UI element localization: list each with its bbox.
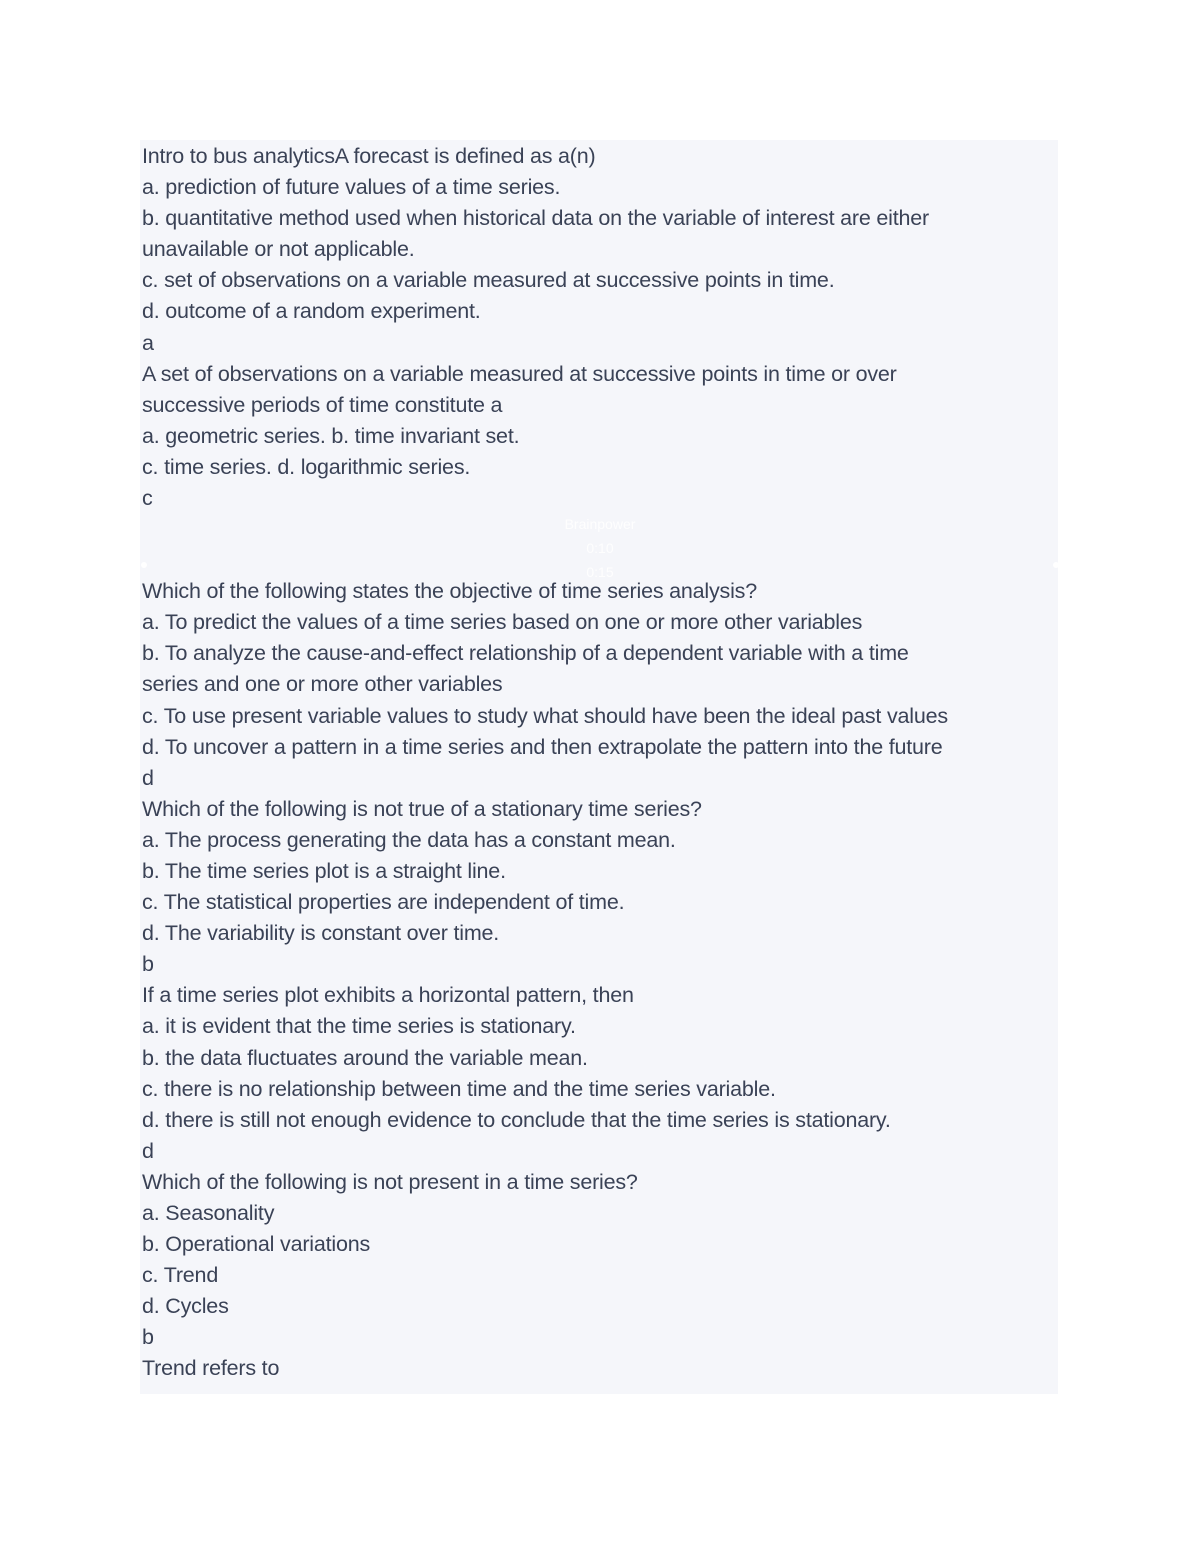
text-line: unavailable or not applicable. bbox=[142, 237, 415, 262]
text-line: c. there is no relationship between time and the time series variable. bbox=[142, 1076, 776, 1101]
text-line: a. geometric series. b. time invariant set. bbox=[142, 423, 520, 448]
watermark-time: 0:10 bbox=[586, 540, 614, 556]
text-line: successive periods of time constitute a bbox=[142, 392, 503, 417]
text-line: a. To predict the values of a time series based on one or more other variables bbox=[142, 610, 863, 635]
text-line: d. outcome of a random experiment. bbox=[142, 299, 481, 324]
text-line: Which of the following states the objective of time series analysis? bbox=[142, 579, 757, 604]
text-line: Trend refers to bbox=[142, 1356, 280, 1381]
text-line: c. The statistical properties are independent of time. bbox=[142, 890, 625, 915]
text-line: b. the data fluctuates around the variable mean. bbox=[142, 1045, 588, 1070]
text-line: b. To analyze the cause-and-effect relationship of a dependent variable with a time bbox=[142, 641, 909, 666]
text-line: d. there is still not enough evidence to conclude that the time series is stationary. bbox=[142, 1107, 891, 1132]
text-line: c. To use present variable values to study what should have been the ideal past values bbox=[142, 703, 948, 728]
text-line: Which of the following is not present in a time series? bbox=[142, 1169, 638, 1194]
watermark-title: Brainpower bbox=[564, 516, 636, 532]
text-line: c. Trend bbox=[142, 1263, 219, 1288]
document-text bbox=[142, 141, 1052, 1385]
watermark bbox=[540, 512, 660, 584]
answer-line: b bbox=[142, 952, 154, 977]
answer-line: a bbox=[142, 330, 154, 355]
text-line: a. it is evident that the time series is stationary. bbox=[142, 1014, 576, 1039]
text-line: a. Seasonality bbox=[142, 1201, 275, 1225]
divider-dot-right bbox=[1053, 562, 1059, 568]
answer-line: c bbox=[142, 486, 153, 511]
text-line: b. The time series plot is a straight line. bbox=[142, 858, 506, 883]
text-line: d. The variability is constant over time. bbox=[142, 921, 500, 946]
text-line: Intro to bus analyticsA forecast is defined as a(n) bbox=[142, 144, 596, 168]
text-line: d. Cycles bbox=[142, 1294, 229, 1319]
answer-line: b bbox=[142, 1325, 154, 1350]
text-line: If a time series plot exhibits a horizontal pattern, then bbox=[142, 983, 634, 1008]
text-line: a. The process generating the data has a constant mean. bbox=[142, 827, 676, 852]
text-line: c. time series. d. logarithmic series. bbox=[142, 454, 471, 479]
answer-line: d bbox=[142, 765, 154, 790]
text-line: d. To uncover a pattern in a time series and then extrapolate the pattern into the future bbox=[142, 734, 943, 759]
text-line: a. prediction of future values of a time series. bbox=[142, 175, 561, 200]
text-line: series and one or more other variables bbox=[142, 672, 503, 697]
text-line: c. set of observations on a variable measured at successive points in time. bbox=[142, 268, 835, 293]
divider-dot-left bbox=[141, 562, 147, 568]
text-line: A set of observations on a variable measured at successive points in time or over bbox=[142, 361, 897, 386]
text-line: b. Operational variations bbox=[142, 1232, 371, 1257]
text-line: Which of the following is not true of a stationary time series? bbox=[142, 796, 702, 821]
text-line: b. quantitative method used when historical data on the variable of interest are either bbox=[142, 206, 929, 231]
watermark-time: 0:15 bbox=[586, 564, 614, 580]
answer-line: d bbox=[142, 1138, 154, 1163]
